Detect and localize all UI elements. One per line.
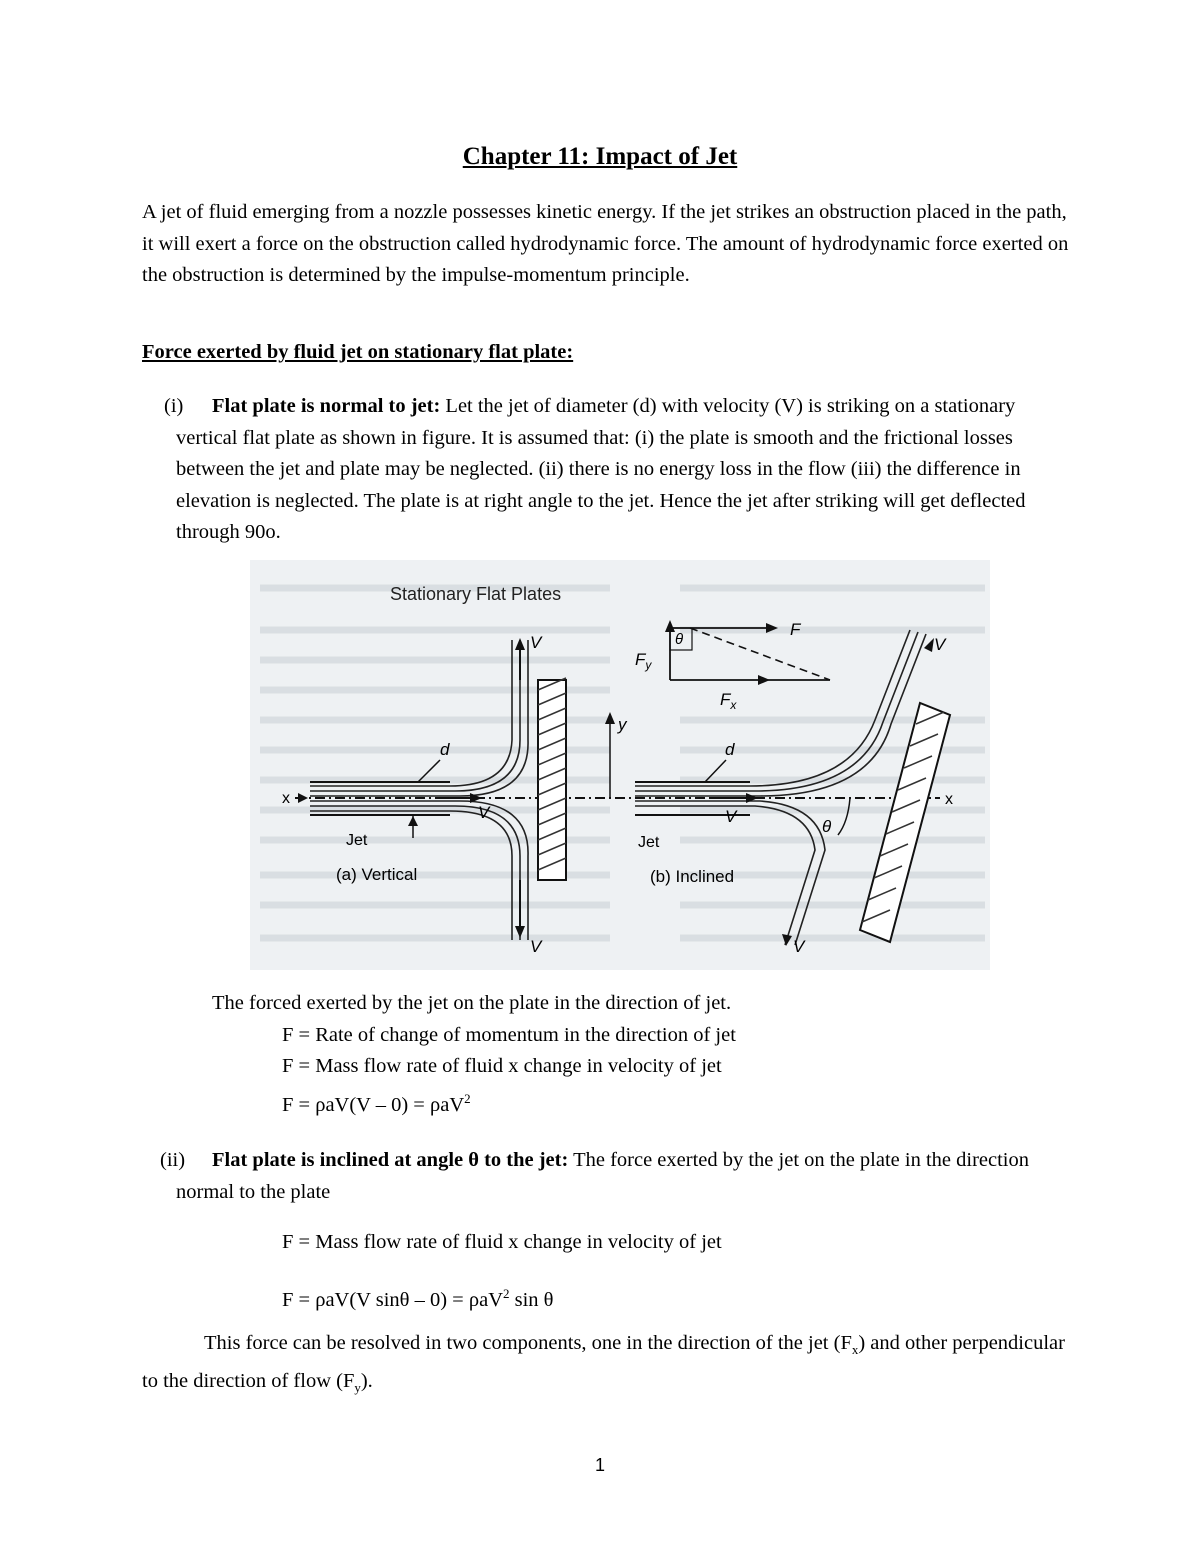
velocity-label-up: V: [530, 633, 542, 652]
equation-line: F = Mass flow rate of fluid x change in velocity of jet: [282, 1055, 722, 1077]
force-label: F: [790, 620, 801, 639]
equation-line: F = Rate of change of momentum in the direction of jet: [282, 1023, 736, 1046]
item-flat-plate-normal: [164, 391, 1076, 549]
equation-block-1: [212, 988, 736, 1121]
equation-line: F = Mass flow rate of fluid x change in velocity of jet: [282, 1231, 722, 1253]
jet-label-a: Jet: [346, 832, 368, 849]
item-text: The force exerted by the jet on the plate in the direction normal to the plate: [176, 1149, 1030, 1203]
x-axis-label-left: x: [282, 790, 290, 807]
y-axis-label: y: [618, 715, 627, 734]
theta-label-plate: θ: [822, 817, 832, 836]
velocity-label-lower: V: [793, 937, 805, 956]
caption-vertical: (a) Vertical: [336, 865, 418, 884]
figure-title: Stationary Flat Plates: [390, 584, 562, 604]
velocity-label-jet-b: V: [725, 807, 737, 826]
item-text: Let the jet of diameter (d) with velocity (V) is striking on a stationary vertical flat plate as shown in figure. It is assumed that: (i) the plate is smooth and the frictional losses between the jet and plate may be neglected. (ii) there is no energy loss in the flow (iii) the difference in elevation is neglected. The plate is at right angle to the jet. Hence the jet after striking will get deflected through 90o.: [176, 395, 1026, 543]
theta-label-force: θ: [675, 631, 684, 648]
x-axis-label-right: x: [945, 791, 953, 808]
caption-inclined: (b) Inclined: [650, 867, 735, 886]
item-marker: (i): [164, 395, 184, 417]
diameter-label: d: [440, 740, 450, 759]
stationary-flat-plates-figure: [250, 560, 990, 970]
page-number: 1: [594, 1455, 605, 1475]
item-marker: (ii): [160, 1149, 186, 1171]
item-heading: Flat plate is inclined at angle θ to the jet:: [212, 1149, 569, 1171]
page-title: Chapter 11: Impact of Jet: [462, 143, 738, 170]
section-heading: Force exerted by fluid jet on stationary flat plate:: [142, 341, 574, 363]
closing-paragraph: This force can be resolved in two components, one in the direction of the jet $(F_x)$ and other perpendicular to the direction of flow $(F_y)$.: [142, 1332, 1065, 1395]
jet-label-b: Jet: [638, 834, 660, 851]
force-x-label: $F_x$: [720, 690, 737, 712]
velocity-label-down: V: [530, 937, 542, 956]
velocity-label-jet: V: [478, 803, 490, 822]
equation-intro: The forced exerted by the jet on the plate in the direction of jet.: [212, 992, 732, 1014]
item-heading: Flat plate is normal to jet:: [212, 395, 441, 417]
equation-line-force: F = ρaV(V – 0) = ρaV$^2$: [282, 1090, 471, 1116]
force-y-label: $F_y$: [635, 650, 652, 672]
diameter-label-b: d: [725, 740, 735, 759]
velocity-label-upper: V: [934, 635, 946, 654]
equation-line-force-inclined: F = ρaV(V sinθ – 0) = ρaV$^2$ sin θ: [282, 1286, 554, 1311]
intro-paragraph: A jet of fluid emerging from a nozzle possesses kinetic energy. If the jet strikes an obstruction placed in the path, it will exert a force on the obstruction called hydrodynamic force. The amount of hydrodynamic force exerted on the obstruction is determined by the impulse-momentum principle.: [142, 201, 1069, 286]
item-flat-plate-inclined: [160, 1145, 1076, 1208]
